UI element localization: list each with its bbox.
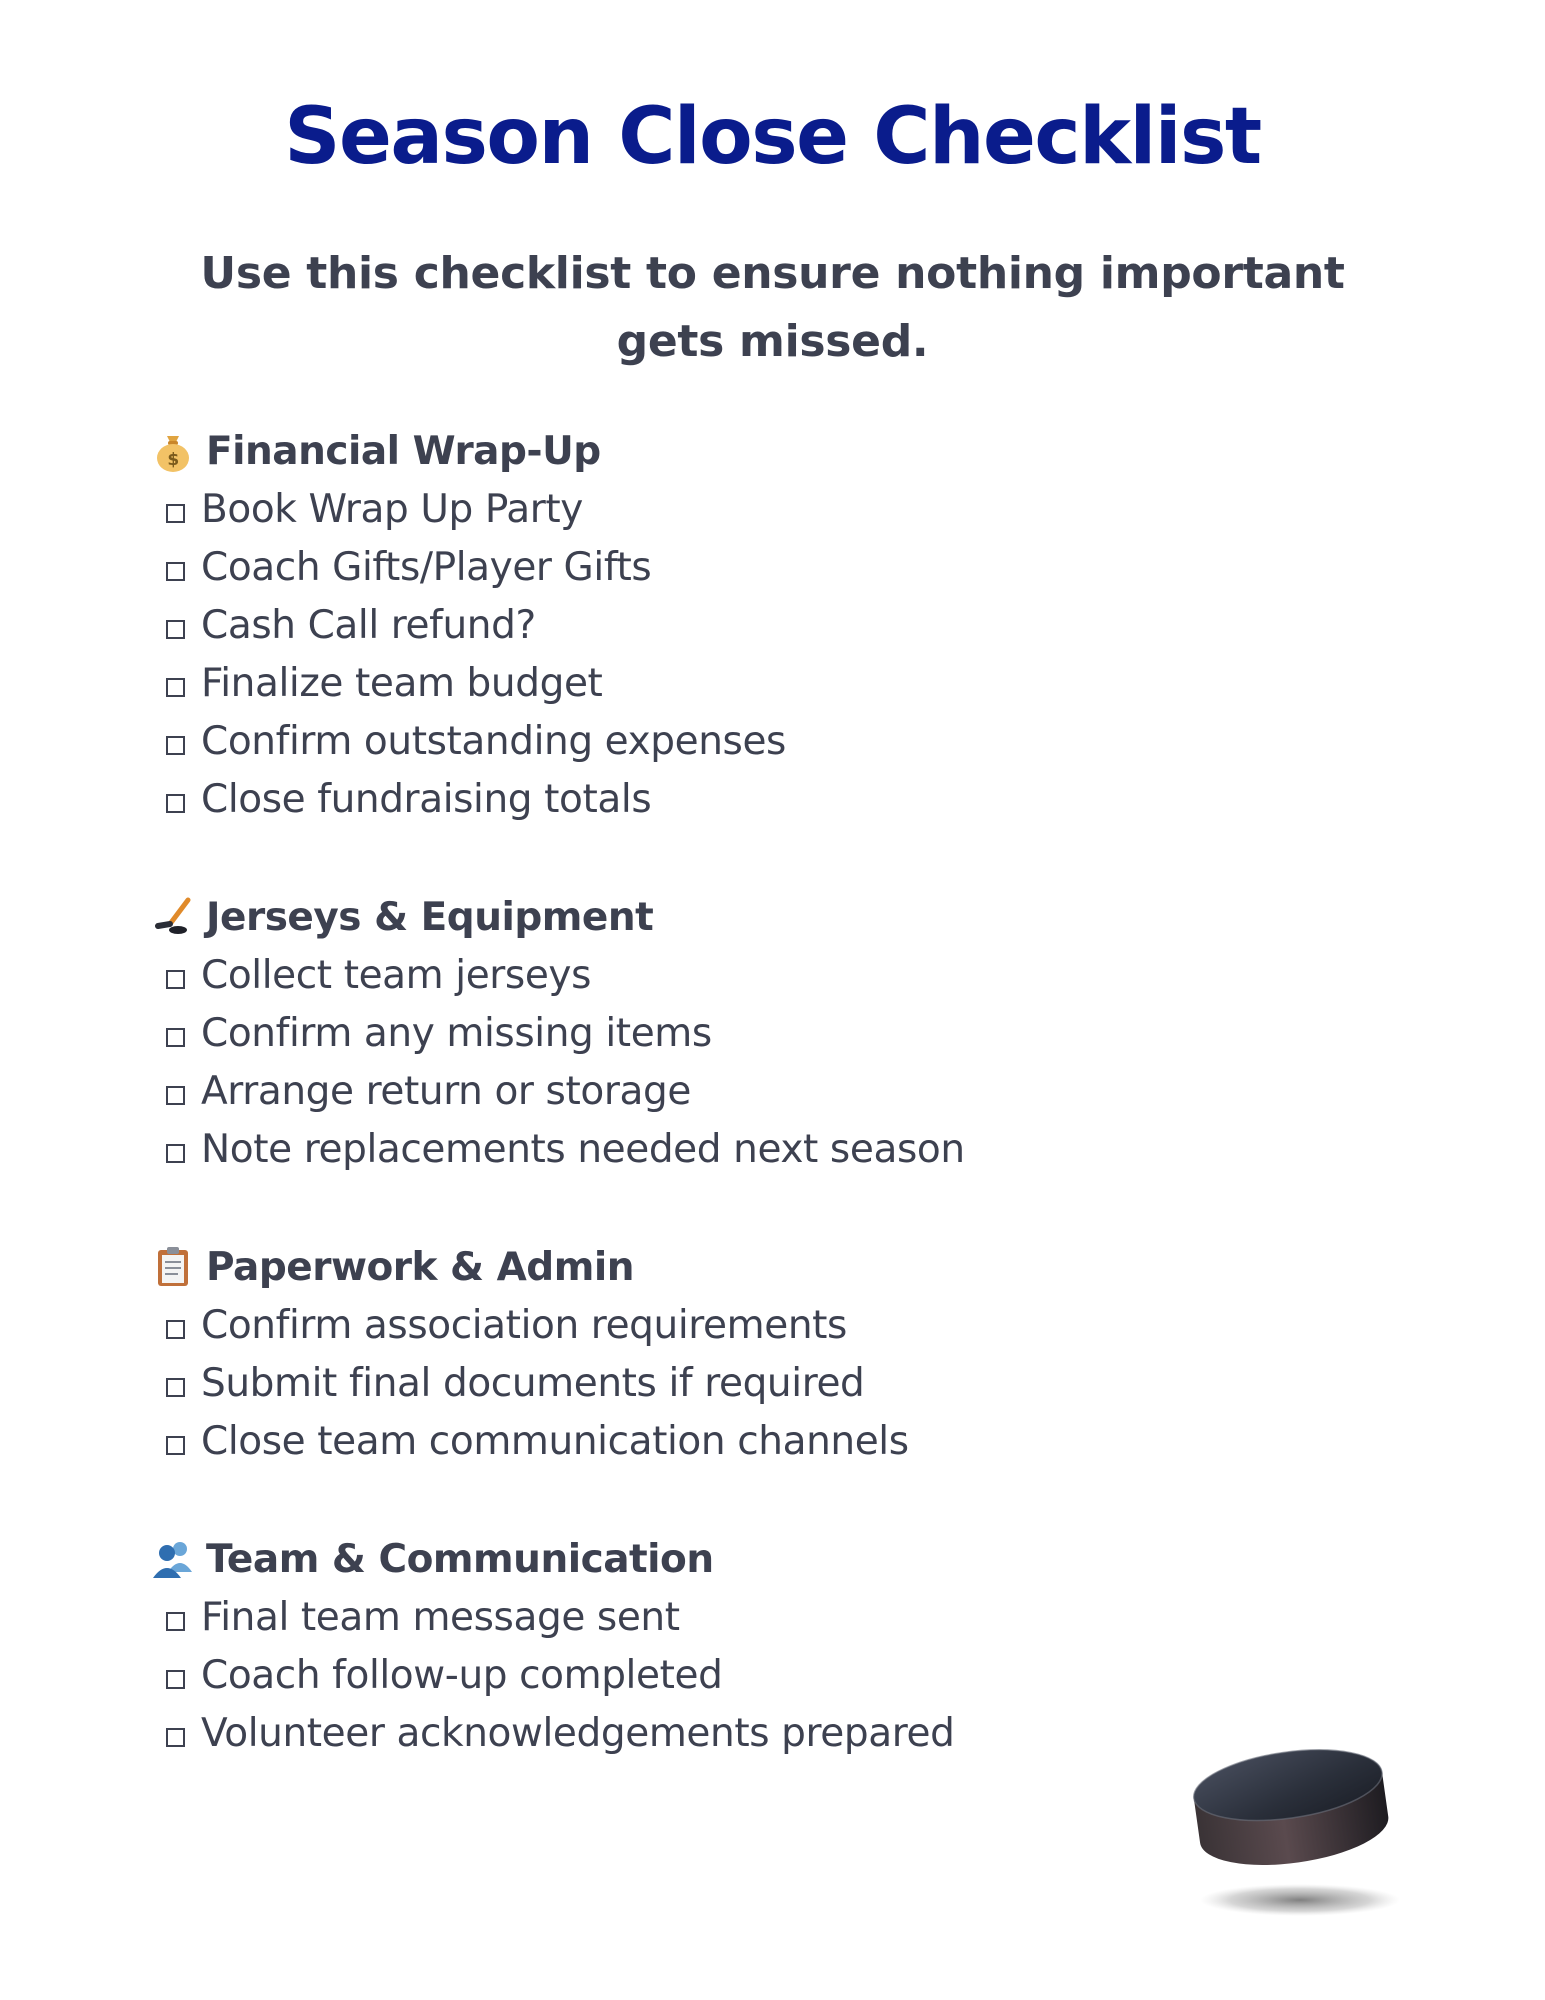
section-heading-label: Jerseys & Equipment xyxy=(206,894,654,940)
checklist-item-label: Coach follow-up completed xyxy=(201,1652,723,1698)
section-heading xyxy=(150,422,1250,480)
checkbox[interactable] xyxy=(166,1378,185,1397)
section-heading xyxy=(150,1238,1250,1296)
section-heading xyxy=(150,888,1250,946)
checklist-item-label: Volunteer acknowledgements prepared xyxy=(201,1710,955,1756)
checklist-item[interactable] xyxy=(150,1062,1250,1120)
checklist-item-label: Arrange return or storage xyxy=(201,1068,691,1114)
checklist xyxy=(150,422,1250,1822)
hockey-puck-image xyxy=(1175,1730,1405,1920)
section-heading-label: Team & Communication xyxy=(206,1536,714,1582)
checklist-item-label: Book Wrap Up Party xyxy=(201,486,583,532)
checkbox[interactable] xyxy=(166,736,185,755)
checklist-item[interactable] xyxy=(150,712,1250,770)
checklist-item[interactable] xyxy=(150,770,1250,828)
checkbox[interactable] xyxy=(166,1144,185,1163)
money-bag-icon xyxy=(150,428,196,474)
checkbox[interactable] xyxy=(166,620,185,639)
section-financial-wrap-up xyxy=(150,422,1250,828)
section-paperwork-admin xyxy=(150,1238,1250,1470)
checklist-item-label: Cash Call refund? xyxy=(201,602,536,648)
checklist-item[interactable] xyxy=(150,538,1250,596)
checklist-item-label: Note replacements needed next season xyxy=(201,1126,965,1172)
hockey-stick-icon xyxy=(150,894,196,940)
checkbox[interactable] xyxy=(166,1612,185,1631)
checkbox[interactable] xyxy=(166,794,185,813)
section-team-communication xyxy=(150,1530,1250,1762)
page-title: Season Close Checklist xyxy=(284,92,1261,182)
clipboard-icon xyxy=(150,1244,196,1290)
section-heading-label: Paperwork & Admin xyxy=(206,1244,634,1290)
checklist-item[interactable] xyxy=(150,1704,1250,1762)
checkbox[interactable] xyxy=(166,1670,185,1689)
checklist-item-label: Confirm outstanding expenses xyxy=(201,718,786,764)
checklist-item-label: Finalize team budget xyxy=(201,660,603,706)
checkbox[interactable] xyxy=(166,1728,185,1747)
checklist-item-label: Final team message sent xyxy=(201,1594,680,1640)
checklist-item[interactable] xyxy=(150,1646,1250,1704)
checklist-item-label: Close fundraising totals xyxy=(201,776,652,822)
checklist-item[interactable] xyxy=(150,946,1250,1004)
page-subtitle: Use this checklist to ensure nothing important gets missed. xyxy=(200,248,1345,367)
checklist-item[interactable] xyxy=(150,1354,1250,1412)
checklist-item[interactable] xyxy=(150,596,1250,654)
checkbox[interactable] xyxy=(166,504,185,523)
people-icon xyxy=(150,1536,196,1582)
svg-text:$: $ xyxy=(167,450,179,470)
checklist-item-label: Close team communication channels xyxy=(201,1418,909,1464)
checklist-item[interactable] xyxy=(150,654,1250,712)
checkbox[interactable] xyxy=(166,562,185,581)
section-heading xyxy=(150,1530,1250,1588)
checklist-item[interactable] xyxy=(150,1588,1250,1646)
checklist-item[interactable] xyxy=(150,1120,1250,1178)
checklist-item-label: Submit final documents if required xyxy=(201,1360,865,1406)
checklist-item-label: Coach Gifts/Player Gifts xyxy=(201,544,652,590)
checklist-item[interactable] xyxy=(150,480,1250,538)
checkbox[interactable] xyxy=(166,1086,185,1105)
section-jerseys-equipment xyxy=(150,888,1250,1178)
checkbox[interactable] xyxy=(166,678,185,697)
section-heading-label: Financial Wrap-Up xyxy=(206,428,601,474)
checkbox[interactable] xyxy=(166,1028,185,1047)
checklist-item-label: Confirm any missing items xyxy=(201,1010,712,1056)
checklist-item-label: Confirm association requirements xyxy=(201,1302,847,1348)
checklist-item[interactable] xyxy=(150,1412,1250,1470)
checkbox[interactable] xyxy=(166,1320,185,1339)
checkbox[interactable] xyxy=(166,970,185,989)
checklist-item[interactable] xyxy=(150,1004,1250,1062)
checklist-item-label: Collect team jerseys xyxy=(201,952,592,998)
checklist-item[interactable] xyxy=(150,1296,1250,1354)
checkbox[interactable] xyxy=(166,1436,185,1455)
